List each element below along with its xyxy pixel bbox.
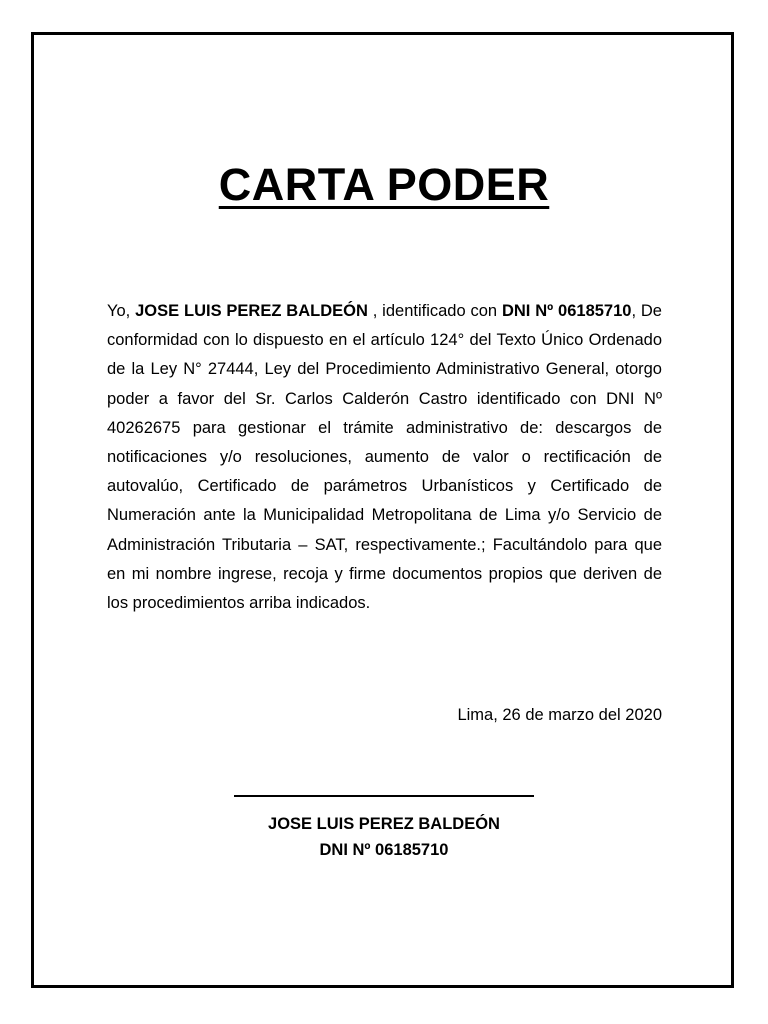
- grantor-name: JOSE LUIS PEREZ BALDEÓN: [135, 302, 368, 320]
- signature-block: [0, 785, 768, 863]
- body-paragraph: [107, 297, 662, 618]
- signature-dni: DNI Nº 06185710: [319, 841, 449, 859]
- date-place: Lima, 26 de marzo del 2020: [457, 706, 662, 724]
- document-title: CARTA PODER: [218, 159, 550, 210]
- signature-line: [234, 795, 534, 797]
- body-text-intro: Yo,: [107, 302, 136, 320]
- signature-name: JOSE LUIS PEREZ BALDEÓN: [268, 815, 500, 833]
- grantor-dni: DNI Nº 06185710: [501, 302, 632, 320]
- body-text-main: , De conformidad con lo dispuesto en el artículo 124° del Texto Único Ordenado de la Ley N° 27444, Ley del Procedimiento Administrativo General, otorgo poder a favor del Sr. Carlos Calderón Castro identificado con DNI Nº 40262675 para gestionar el trámite administrativo de: descargos de notificaciones y/o resoluciones, aumento de valor o rectificación de autovalúo, Certificado de parámetros Urbanísticos y Certificado de Numeración ante la Municipalidad Metropolitana de Lima y/o Servicio de Administración Tributaria – SAT, respectivamente.; Facultándolo para que en mi nombre ingrese, recoja y firme documentos propios que deriven de los procedimientos arriba indicados.: [107, 302, 662, 613]
- body-text-identified: , identificado con: [367, 302, 502, 320]
